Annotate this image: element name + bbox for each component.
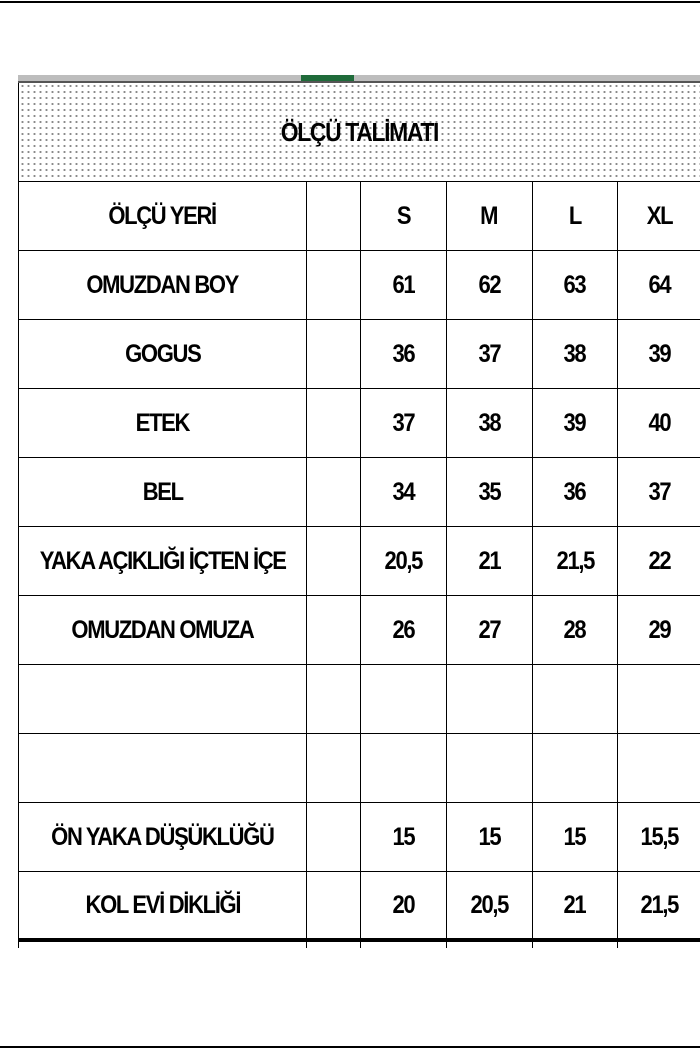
value-cell — [361, 665, 447, 734]
value: 39 — [563, 408, 586, 437]
value-cell — [446, 251, 532, 320]
row-label-cell — [19, 872, 307, 941]
size-header-cell — [618, 182, 700, 251]
value-cell — [446, 665, 532, 734]
value: 20,5 — [470, 890, 508, 919]
value-cell — [618, 389, 700, 458]
value: 62 — [478, 270, 501, 299]
value-cell — [618, 872, 700, 941]
blank-column-cell — [306, 251, 360, 320]
tail-cell — [306, 940, 360, 948]
value-cell — [446, 872, 532, 941]
value: 21,5 — [556, 546, 594, 575]
value-cell — [618, 665, 700, 734]
value-cell — [618, 734, 700, 803]
value-cell — [446, 389, 532, 458]
row-label-cell — [19, 734, 307, 803]
value-cell — [532, 872, 618, 941]
value: 37 — [392, 408, 415, 437]
empty-table-row — [19, 734, 700, 803]
row-label: ÖN YAKA DÜŞÜKLÜĞÜ — [51, 822, 274, 851]
blank-column-cell — [306, 320, 360, 389]
value: 22 — [648, 546, 671, 575]
blank-column-cell — [306, 872, 360, 941]
row-label-cell — [19, 320, 307, 389]
value-cell — [446, 803, 532, 872]
table-row — [19, 596, 700, 665]
value-cell — [532, 251, 618, 320]
value-cell — [532, 665, 618, 734]
table-row — [19, 803, 700, 872]
value: 20,5 — [384, 546, 423, 575]
blank-column-cell — [306, 182, 360, 251]
value-cell — [618, 803, 700, 872]
value: 38 — [478, 408, 501, 437]
row-label-cell — [19, 527, 307, 596]
row-label-cell — [19, 596, 307, 665]
blank-column-cell — [306, 665, 360, 734]
value: 37 — [648, 477, 671, 506]
value: 20 — [392, 890, 415, 919]
value: 21,5 — [640, 890, 678, 919]
tail-cell — [618, 940, 700, 948]
value-cell — [446, 320, 532, 389]
row-label-cell — [19, 458, 307, 527]
bottom-border-line — [0, 1046, 700, 1048]
value: 64 — [648, 270, 671, 299]
value-cell — [532, 596, 618, 665]
value-cell — [532, 803, 618, 872]
value: 21 — [478, 546, 501, 575]
value-cell — [532, 527, 618, 596]
table-row — [19, 872, 700, 941]
size-header-cell — [532, 182, 618, 251]
header-label: ÖLÇÜ YERİ — [108, 201, 217, 230]
row-label-cell — [19, 251, 307, 320]
blank-column-cell — [306, 527, 360, 596]
value: 15 — [563, 822, 586, 851]
size-chart-table — [18, 81, 700, 948]
size-header-cell — [446, 182, 532, 251]
value: 27 — [478, 615, 501, 644]
value: 36 — [392, 339, 415, 368]
value: 28 — [563, 615, 586, 644]
size-header-cell — [361, 182, 447, 251]
value-cell — [361, 734, 447, 803]
table-row — [19, 458, 700, 527]
value-cell — [361, 803, 447, 872]
value: 61 — [392, 270, 415, 299]
value-cell — [446, 734, 532, 803]
value-cell — [618, 320, 700, 389]
value: 34 — [392, 477, 415, 506]
value: 63 — [563, 270, 586, 299]
row-label-cell — [19, 803, 307, 872]
tail-cell — [361, 940, 447, 948]
row-label-cell — [19, 389, 307, 458]
value: 40 — [648, 408, 671, 437]
value-cell — [361, 458, 447, 527]
title-row — [19, 82, 700, 182]
header-label-cell — [19, 182, 307, 251]
table-row — [19, 251, 700, 320]
header-row — [19, 182, 700, 251]
row-label: GOGUS — [124, 339, 201, 368]
table-row — [19, 527, 700, 596]
row-label: ETEK — [135, 408, 190, 437]
value-cell — [361, 251, 447, 320]
size-chart-sheet — [18, 75, 700, 957]
tail-cell — [19, 940, 307, 948]
value: 15 — [478, 822, 501, 851]
value-cell — [361, 320, 447, 389]
value-cell — [618, 596, 700, 665]
value-cell — [618, 251, 700, 320]
value-cell — [532, 320, 618, 389]
value: 21 — [563, 890, 586, 919]
value: 15 — [392, 822, 415, 851]
value: 35 — [478, 477, 501, 506]
row-label: OMUZDAN OMUZA — [71, 615, 254, 644]
value-cell — [446, 458, 532, 527]
blank-column-cell — [306, 734, 360, 803]
size-header-l: L — [568, 201, 581, 230]
row-label: KOL EVİ DİKLİĞİ — [85, 890, 240, 919]
value-cell — [446, 527, 532, 596]
value-cell — [532, 734, 618, 803]
row-label: YAKA AÇIKLIĞI İÇTEN İÇE — [39, 546, 286, 575]
row-label-cell — [19, 665, 307, 734]
size-header-s: S — [396, 201, 411, 230]
value: 15,5 — [640, 822, 678, 851]
value-cell — [361, 596, 447, 665]
empty-table-row — [19, 665, 700, 734]
row-label: OMUZDAN BOY — [86, 270, 239, 299]
value: 37 — [478, 339, 501, 368]
value-cell — [618, 527, 700, 596]
table-tail-row — [19, 940, 700, 948]
size-header-m: M — [480, 201, 498, 230]
blank-column-cell — [306, 458, 360, 527]
chart-title: ÖLÇÜ TALİMATI — [280, 116, 439, 147]
chart-title-cell — [19, 82, 700, 182]
table-row — [19, 320, 700, 389]
table-row — [19, 389, 700, 458]
row-label: BEL — [142, 477, 183, 506]
value-cell — [361, 872, 447, 941]
value: 39 — [648, 339, 671, 368]
value-cell — [532, 389, 618, 458]
tail-cell — [532, 940, 618, 948]
value: 36 — [563, 477, 586, 506]
value-cell — [361, 389, 447, 458]
tail-cell — [446, 940, 532, 948]
top-border-line — [0, 1, 700, 3]
value-cell — [532, 458, 618, 527]
value-cell — [446, 596, 532, 665]
value: 38 — [563, 339, 586, 368]
value-cell — [361, 527, 447, 596]
blank-column-cell — [306, 389, 360, 458]
size-header-xl: XL — [646, 201, 672, 230]
value: 26 — [392, 615, 415, 644]
value-cell — [618, 458, 700, 527]
value: 29 — [648, 615, 671, 644]
blank-column-cell — [306, 596, 360, 665]
blank-column-cell — [306, 803, 360, 872]
